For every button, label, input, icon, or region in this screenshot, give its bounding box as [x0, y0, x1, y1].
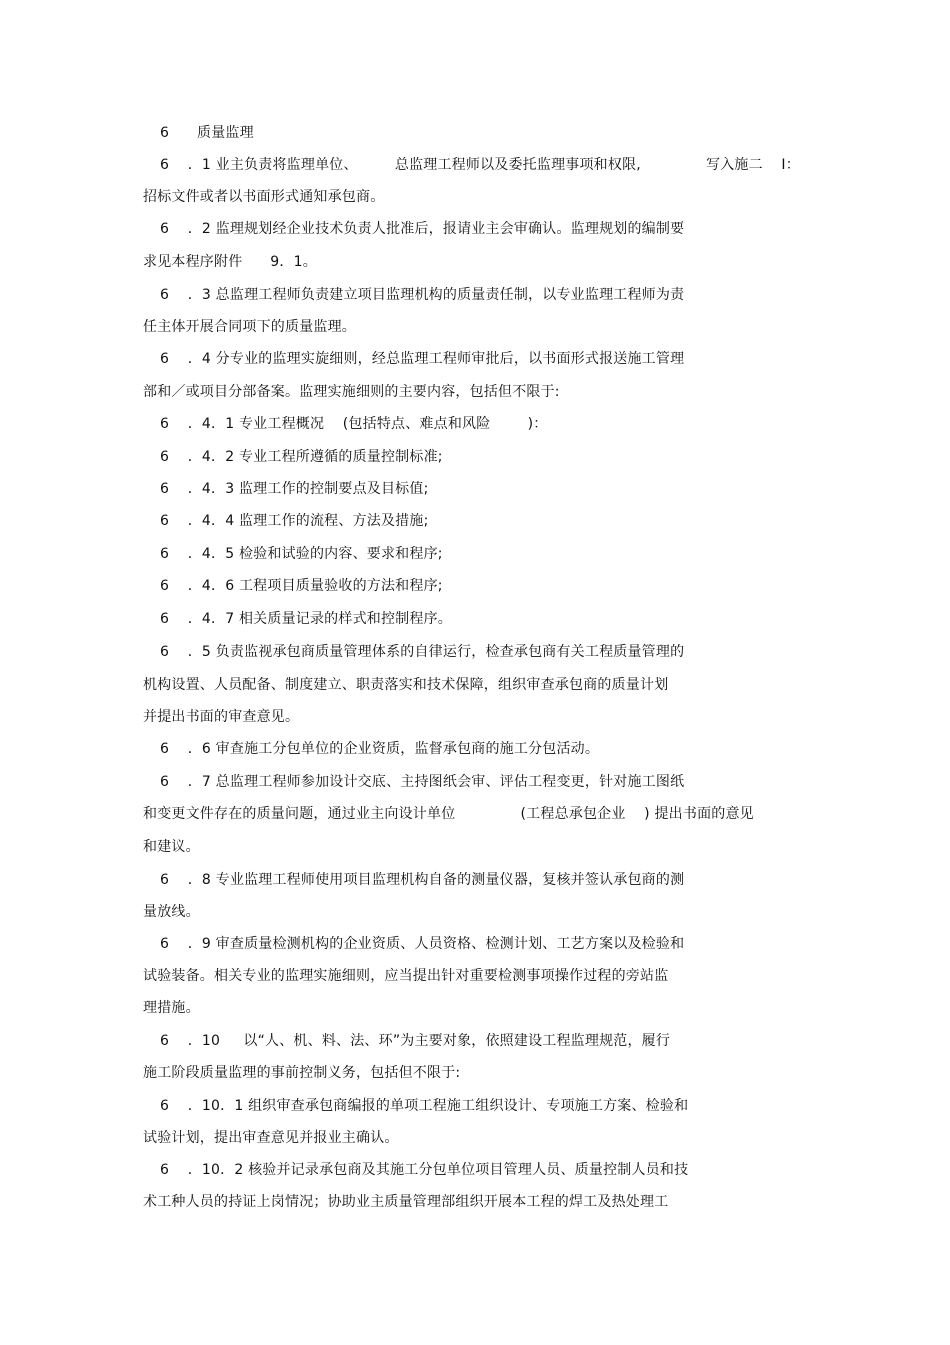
- text-line: 机构设置、人员配备、制度建立、职责落实和技术保障，组织审查承包商的质量计划: [143, 677, 669, 693]
- text-line: 招标文件或者以书面形式通知承包商。: [143, 189, 385, 205]
- text-line: 6 ．4．5 检验和试验的内容、要求和程序;: [160, 546, 443, 562]
- text-line: 6 ．4．1 专业工程概况 (包括特点、难点和风险 )：: [160, 416, 548, 432]
- text-line: 术工种人员的持证上岗情况；协助业主质量管理部组织开展本工程的焊工及热处理工: [143, 1194, 669, 1210]
- text-line: 6 ．1 业主负责将监理单位、 总监理工程师以及委托监理事项和权限, 写入施二 I：: [160, 157, 800, 173]
- text-line: 6 ．7 总监理工程师参加设计交底、主持图纸会审、评估工程变更，针对施工图纸: [160, 774, 685, 790]
- text-line: 6 ．10．1 组织审查承包商编报的单项工程施工组织设计、专项施工方案、检验和: [160, 1098, 689, 1114]
- text-line: 试验装备。相关专业的监理实施细则，应当提出针对重要检测事项操作过程的旁站监: [143, 968, 669, 984]
- text-line: 6 ．4．4 监理工作的流程、方法及措施;: [160, 513, 429, 529]
- text-line: 6 ．3 总监理工程师负责建立项目监理机构的质量责任制，以专业监理工程师为责: [160, 287, 685, 303]
- text-line: 量放线。: [143, 904, 200, 920]
- section-heading: 6 质量监理: [160, 125, 254, 141]
- text-line: 6 ．4．7 相关质量记录的样式和控制程序。: [160, 611, 452, 627]
- text-line: 并提出书面的审查意见。: [143, 709, 300, 725]
- text-line: 施工阶段质量监理的事前控制义务，包括但不限于:: [143, 1065, 461, 1081]
- text-line: 6 ．4．2 专业工程所遵循的质量控制标准;: [160, 449, 443, 465]
- text-line: 6 ．4．6 工程项目质量验收的方法和程序;: [160, 578, 443, 594]
- text-line: 6 ．6 审查施工分包单位的企业资质，监督承包商的施工分包活动。: [160, 741, 600, 757]
- text-line: 求见本程序附件 9．1。: [143, 254, 317, 270]
- text-line: 和变更文件存在的质量问题，通过业主向设计单位 (工程总承包企业 ) 提出书面的意见: [143, 806, 754, 822]
- text-line: 部和／或项目分部备案。监理实施细则的主要内容，包括但不限于:: [143, 384, 560, 400]
- text-line: 理措施。: [143, 1000, 200, 1016]
- text-line: 6 ．8 专业监理工程师使用项目监理机构自备的测量仪器，复核并签认承包商的测: [160, 872, 685, 888]
- text-line: 任主体开展合同项下的质量监理。: [143, 319, 356, 335]
- text-line: 试验计划，提出审查意见并报业主确认。: [143, 1130, 399, 1146]
- text-line: 和建议。: [143, 839, 200, 855]
- text-line: 6 ．9 审查质量检测机构的企业资质、人员资格、检测计划、工艺方案以及检验和: [160, 936, 685, 952]
- text-line: 6 ．4 分专业的监理实旋细则，经总监理工程师审批后，以书面形式报送施工管理: [160, 351, 685, 367]
- text-line: 6 ．2 监理规划经企业技术负责人批准后，报请业主会审确认。监理规划的编制要: [160, 221, 685, 237]
- text-line: 6 ．10 以“人、机、料、法、环”为主要对象，依照建设工程监理规范，履行: [160, 1033, 671, 1049]
- text-line: 6 ．4．3 监理工作的控制要点及目标值;: [160, 481, 429, 497]
- text-line: 6 ．10．2 核验并记录承包商及其施工分包单位项目管理人员、质量控制人员和技: [160, 1162, 689, 1178]
- text-line: 6 ．5 负责监视承包商质量管理体系的自律运行，检查承包商有关工程质量管理的: [160, 644, 685, 660]
